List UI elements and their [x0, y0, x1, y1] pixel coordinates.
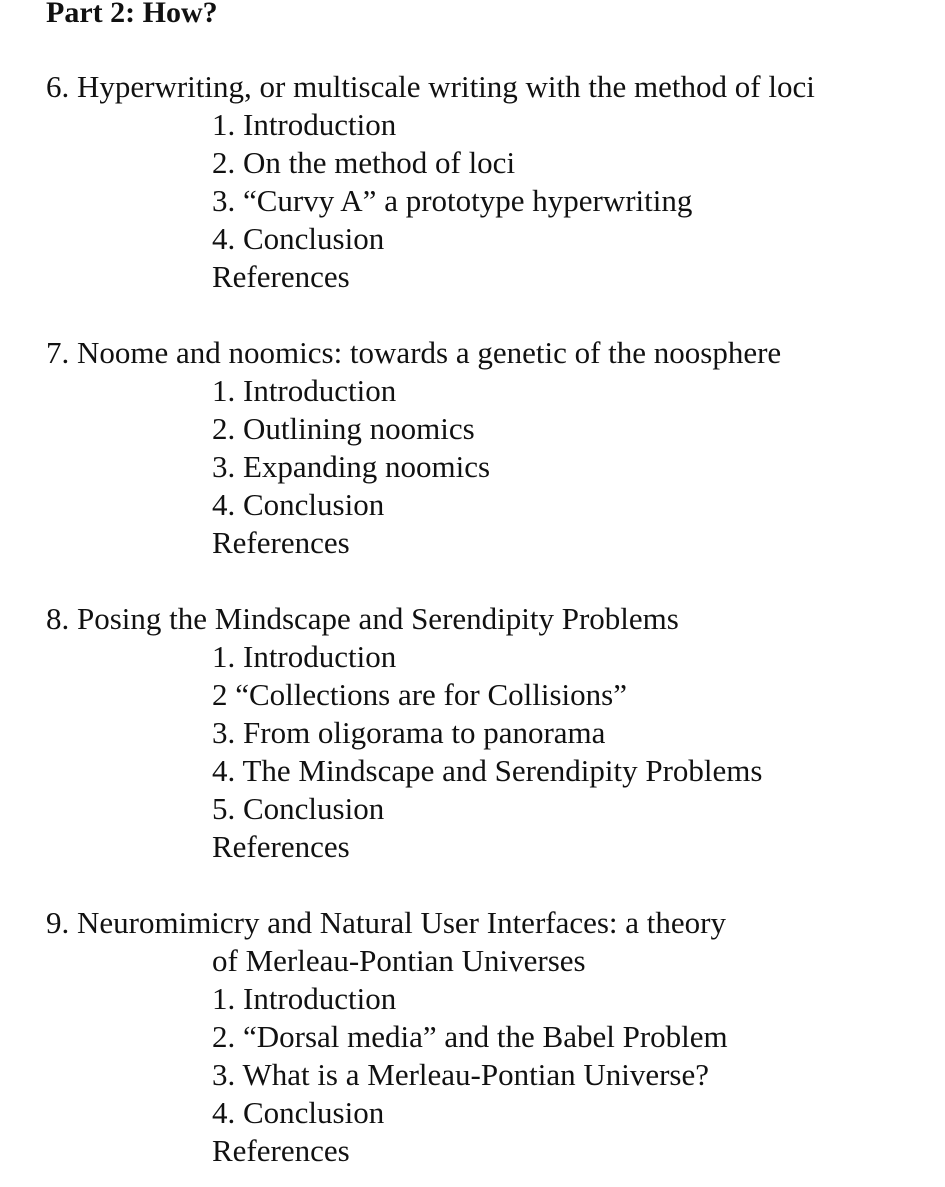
section-item: 1. Introduction — [212, 107, 397, 142]
section-item: 2. Outlining noomics — [212, 411, 475, 446]
references-item: References — [212, 259, 350, 294]
section-item: 3. What is a Merleau-Pontian Universe? — [212, 1057, 709, 1092]
section-item: 1. Introduction — [212, 639, 397, 674]
section-item: 3. “Curvy A” a prototype hyperwriting — [212, 183, 693, 218]
section-list — [46, 980, 941, 1170]
section-item: 4. Conclusion — [212, 1095, 385, 1130]
section-item: 4. The Mindscape and Serendipity Problems — [212, 753, 763, 788]
section-item: 4. Conclusion — [212, 221, 385, 256]
references-item: References — [212, 1133, 350, 1168]
section-item: 4. Conclusion — [212, 487, 385, 522]
section-item: 2. On the method of loci — [212, 145, 516, 180]
section-item: 1. Introduction — [212, 373, 397, 408]
part-heading: Part 2: How? — [46, 0, 218, 29]
chapter-title: 9. Neuromimicry and Natural User Interfaces: a theory — [46, 905, 727, 940]
chapter-9 — [46, 904, 941, 1170]
chapter-title: 6. Hyperwriting, or multiscale writing with the method of loci — [46, 69, 815, 104]
chapter-title: 7. Noome and noomics: towards a genetic of the noosphere — [46, 335, 782, 370]
section-item: 2. “Dorsal media” and the Babel Problem — [212, 1019, 728, 1054]
chapter-title-continuation: of Merleau-Pontian Universes — [212, 943, 586, 978]
references-item: References — [212, 525, 350, 560]
chapter-6 — [46, 68, 941, 296]
section-item: 2 “Collections are for Collisions” — [212, 677, 627, 712]
chapter-7 — [46, 334, 941, 562]
section-item: 5. Conclusion — [212, 791, 385, 826]
section-list — [46, 638, 941, 866]
section-list — [46, 372, 941, 562]
section-item: 1. Introduction — [212, 981, 397, 1016]
chapter-title: 8. Posing the Mindscape and Serendipity Problems — [46, 601, 679, 636]
section-item: 3. Expanding noomics — [212, 449, 491, 484]
references-item: References — [212, 829, 350, 864]
section-item: 3. From oligorama to panorama — [212, 715, 606, 750]
chapter-8 — [46, 600, 941, 866]
section-list — [46, 106, 941, 296]
